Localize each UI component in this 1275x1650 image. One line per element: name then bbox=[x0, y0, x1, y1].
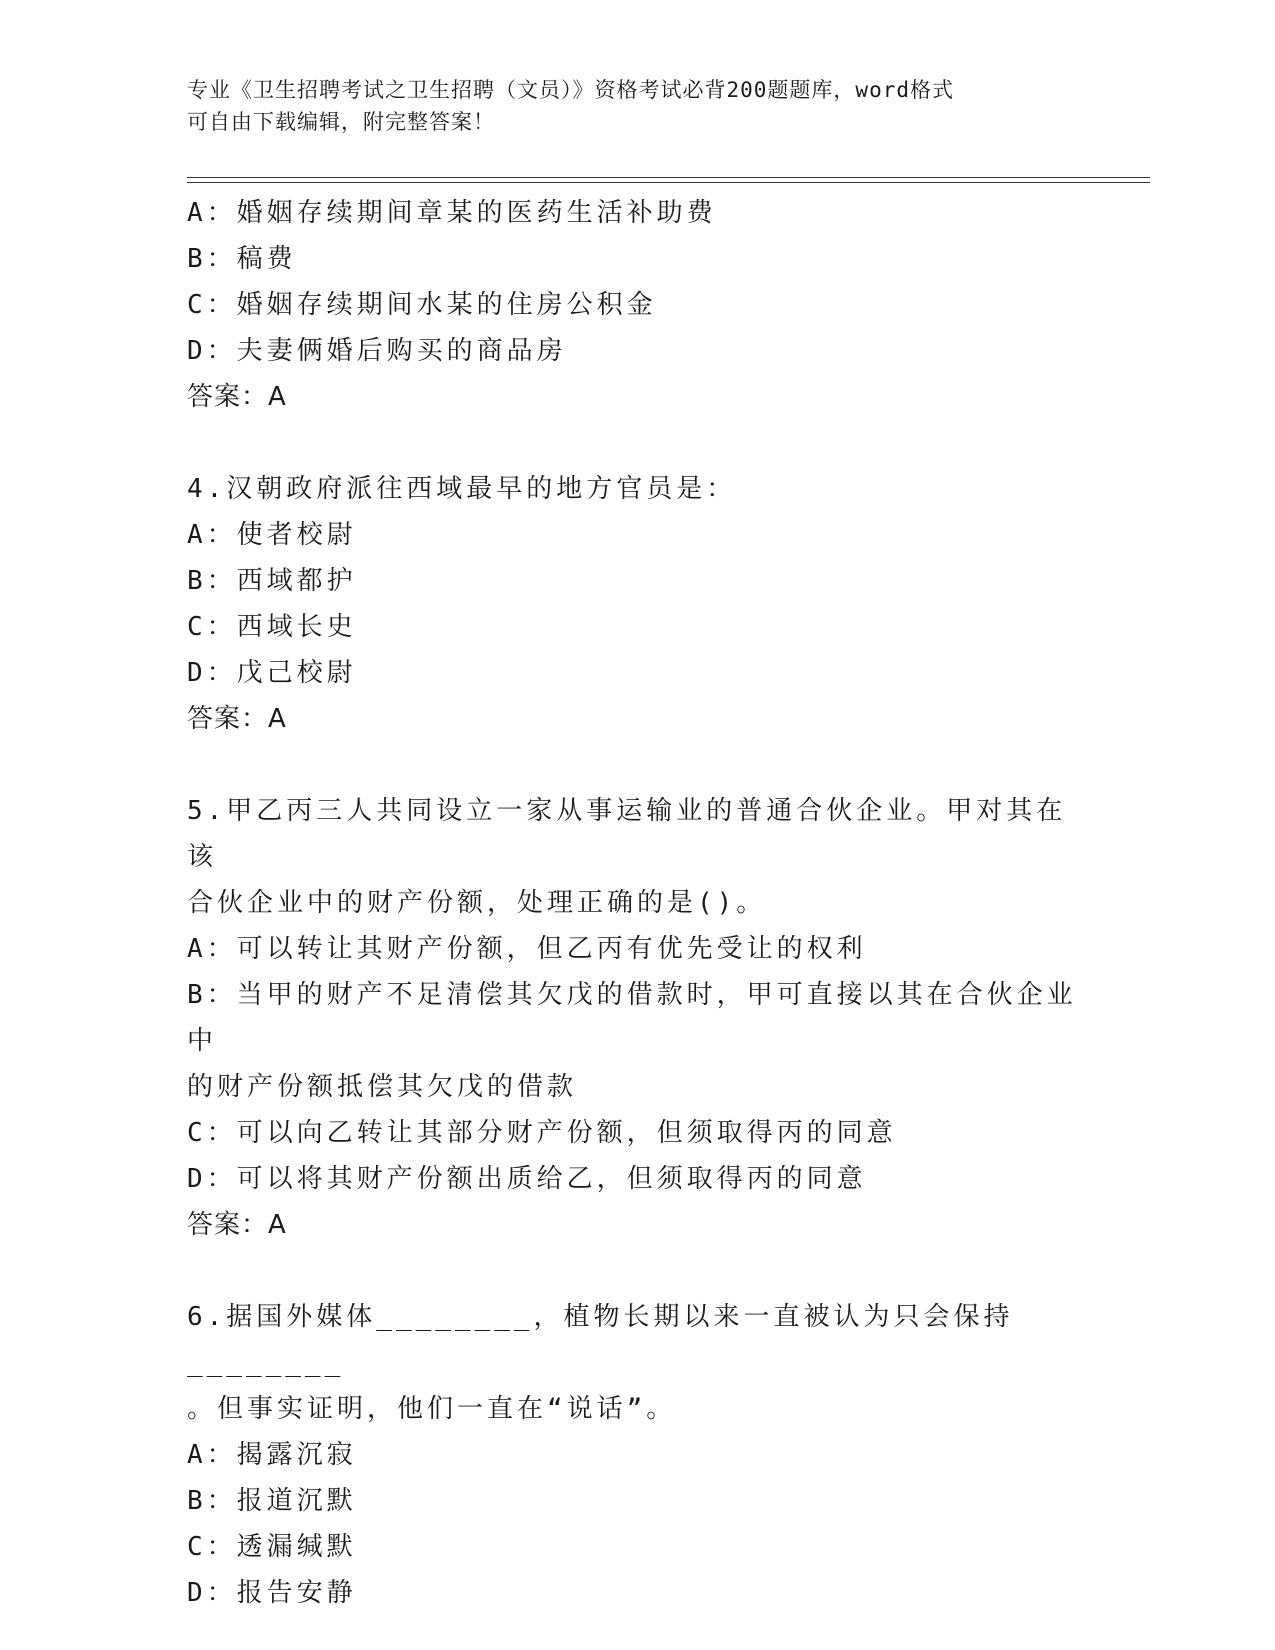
option-b: B：西域都护 bbox=[187, 566, 357, 596]
question-stem-line-2: 。但事实证明，他们一直在“说话”。 bbox=[187, 1394, 677, 1424]
header-divider-top bbox=[187, 177, 1150, 178]
option-a: A：婚姻存续期间章某的医药生活补助费 bbox=[187, 198, 717, 228]
answer: 答案：A bbox=[187, 382, 287, 412]
question-3 bbox=[187, 190, 1087, 420]
question-stem-line-2: 合伙企业中的财产份额，处理正确的是()。 bbox=[187, 888, 767, 918]
option-c: C：婚姻存续期间水某的住房公积金 bbox=[187, 290, 657, 320]
option-a: A：使者校尉 bbox=[187, 520, 357, 550]
option-c: C：透漏缄默 bbox=[187, 1532, 357, 1562]
option-c: C：可以向乙转让其部分财产份额，但须取得丙的同意 bbox=[187, 1118, 897, 1148]
document-header bbox=[187, 74, 1067, 138]
answer: 答案：A bbox=[187, 1210, 287, 1240]
answer: 答案：A bbox=[187, 704, 287, 734]
option-a: A：可以转让其财产份额，但乙丙有优先受让的权利 bbox=[187, 934, 867, 964]
option-d: D：报告安静 bbox=[187, 1578, 357, 1608]
question-stem-line-1: 5.甲乙丙三人共同设立一家从事运输业的普通合伙企业。甲对其在该 bbox=[187, 796, 1067, 872]
header-line-1: 专业《卫生招聘考试之卫生招聘（文员）》资格考试必背200题题库，word格式 bbox=[187, 78, 954, 102]
question-content bbox=[187, 190, 1087, 1616]
question-6 bbox=[187, 1294, 1087, 1616]
option-c: C：西域长史 bbox=[187, 612, 357, 642]
option-b: B：报道沉默 bbox=[187, 1486, 357, 1516]
question-stem: 4.汉朝政府派往西域最早的地方官员是： bbox=[187, 474, 737, 504]
option-d: D：戊己校尉 bbox=[187, 658, 357, 688]
header-line-2: 可自由下载编辑，附完整答案！ bbox=[187, 110, 495, 134]
header-divider-bottom bbox=[187, 182, 1150, 183]
question-5 bbox=[187, 788, 1087, 1248]
question-stem-line-1: 6.据国外媒体________，植物长期以来一直被认为只会保持________ bbox=[187, 1302, 1014, 1378]
option-d: D：可以将其财产份额出质给乙，但须取得丙的同意 bbox=[187, 1164, 867, 1194]
option-d: D：夫妻俩婚后购买的商品房 bbox=[187, 336, 567, 366]
option-b: B：稿费 bbox=[187, 244, 297, 274]
option-a: A：揭露沉寂 bbox=[187, 1440, 357, 1470]
option-b-line-2: 的财产份额抵偿其欠戊的借款 bbox=[187, 1072, 578, 1102]
option-b-line-1: B：当甲的财产不足清偿其欠戊的借款时，甲可直接以其在合伙企业中 bbox=[187, 980, 1077, 1056]
question-4 bbox=[187, 466, 1087, 742]
